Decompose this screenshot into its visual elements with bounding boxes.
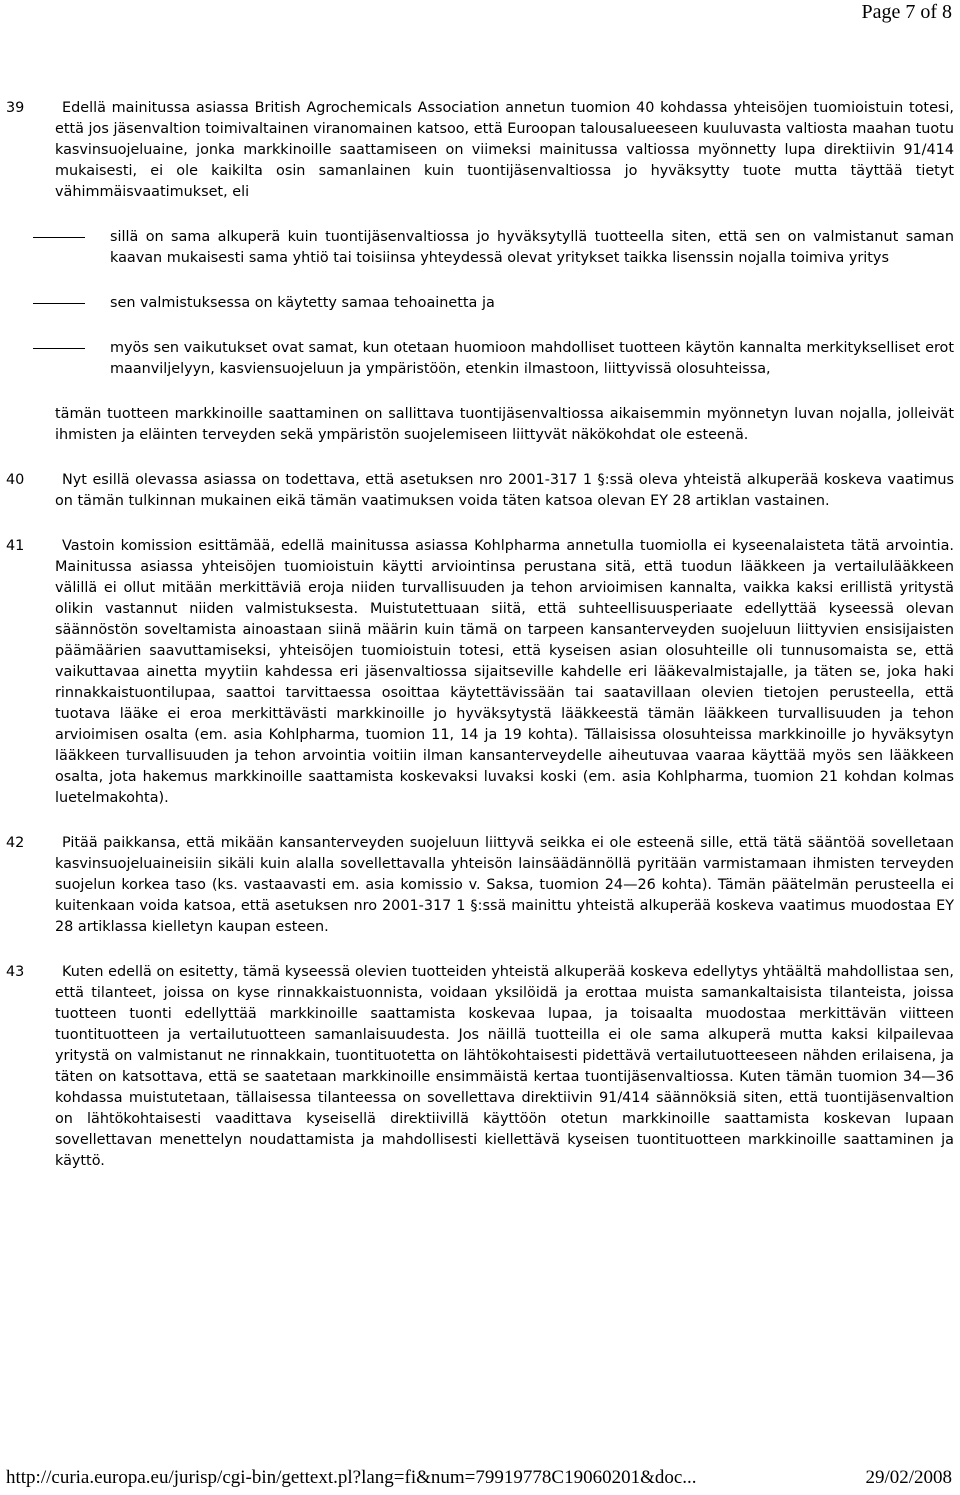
paragraph-text: Nyt esillä olevassa asiassa on todettava, että asetuksen nro 2001-317 1 §:ssä oleva yhteistä alkuperää koskeva vaatimus on tämän tulkinnan mukainen eikä tämän vaatimuksen voida täten katsoa olevan EY 28 artiklan vastainen.	[55, 472, 954, 509]
list-item	[6, 227, 954, 269]
dash-bullet	[33, 338, 85, 359]
paragraph-text: Vastoin komission esittämää, edellä mainitussa asiassa Kohlpharma annetulla tuomiolla ei kyseenalaisteta tätä arvointia. Mainitussa asiassa yhteisöjen tuomioistuin käytti arviointinsa perustana sitä, että tuodun lääkkeen ja vertailulääkkeen välillä ei ollut mitään merkittäviä eroja niiden turvallisuuden ja tehon arvioimisen kannalta, vaikka kaksi erillistä yritystä olikin vastannut niiden valmistuksesta. Muistutettuaan siitä, että suhteellisuusperiaate edellyttää kyseessä olevan säännöstön soveltamista ainoastaan siinä määrin kuin tämä on tarpeen kansanterveyden suojeluun liittyvien ensisijaisten päämäärien saavuttamiseksi, yhteisöjen tuomioistuin totesi, että kyseisen asian olosuhteille oli tunnusomaista se, että vaikuttavaa ainetta myytiin kahdessa eri jäsenvaltiossa sijaitseville kahdelle eri lääkevalmistajalle, ja täten se, joka haki rinnakkaistuontilupaa, saattoi tarvittaessa osoittaa käytettävissään tai saatavillaan olevien tietojen perusteella, että tuotava lääke ei eroa merkittävästi markkinoille jo hyväksytystä lääkkeestä tämän lääkkeen turvallisuuden ja tehon arvioimisen osalta (em. asia Kohlpharma, tuomion 11, 14 ja 19 kohta). Tällaisissa olosuhteissa markkinoille jo hyväksytyn lääkkeen turvallisuuden ja tehon arvointia voitiin ilman kansanterveydelle aiheutuvaa vaaraa käyttää myös sen lääkkeen osalta, jota hakemus markkinoille saattamista koskevaksi luvaksi koski (em. asia Kohlpharma, tuomion 21 kohdan kolmas luetelmakohta).	[55, 538, 954, 806]
source-url: http://curia.europa.eu/jurisp/cgi-bin/gettext.pl?lang=fi&num=79919778C19060201&doc...	[6, 1467, 697, 1488]
page-number-header: Page 7 of 8	[861, 1, 952, 23]
dash-bullet	[33, 293, 85, 314]
dash-bullet	[33, 227, 85, 248]
paragraph-text: Pitää paikkansa, että mikään kansanterveyden suojeluun liittyvä seikka ei ole esteenä sille, että tätä sääntöä sovelletaan kasvinsuojeluaineisiin sikäli kuin alalla sovellettavalla yhteisön lainsäädännöllä pyritään varmistamaan ihmisten terveyden suojelun korkea taso (ks. vastaavasti em. asia komissio v. Saksa, tuomion 24—26 kohta). Tämän päätelmän perusteella ei kuitenkaan voida katsoa, että asetuksen nro 2001-317 1 §:ssä mainittu yhteistä alkuperää koskeva vaatimus muodostaa EY 28 artiklassa kielletyn kaupan esteen.	[55, 835, 954, 935]
page-footer	[6, 1467, 952, 1489]
paragraph-39-conclusion: tämän tuotteen markkinoille saattaminen on sallittava tuontijäsenvaltiossa aikaisemmin myönnetyn luvan nojalla, jolleivät ihmisten ja eläinten terveyden sekä ympäristön suojelemiseen liittyvät näkökohdat ole esteenä.	[55, 406, 954, 443]
paragraph-43	[6, 962, 954, 1172]
paragraph-42	[6, 833, 954, 938]
list-item	[6, 338, 954, 380]
document-body	[6, 98, 954, 1196]
paragraph-text: Kuten edellä on esitetty, tämä kyseessä olevien tuotteiden yhteistä alkuperää koskeva edellytys yhtäältä mahdollistaa sen, että tilanteet, joissa on kyse rinnakkaistuonnista, voidaan yksilöidä ja erottaa muista samankaltaisista tilanteista, joissa tuotteen tuonti edellyttää markkinoille saattamista koskevaa lupaa, ja toisaalta muodostaa merkittävän viitteen tuontituotteen ja vertailutuotteen samanlaisuudesta. Jos näillä tuotteilla ei ole sama alkuperä mutta kaksi kilpailevaa yritystä on valmistanut ne rinnakkain, tuontituotetta on lähtökohtaisesti pidettävä vertailutuotteeseen nähden erilaisena, ja täten on katsottava, että se saatetaan markkinoille ensimmäistä kertaa tuontijäsenvaltiossa. Kuten tämän tuomion 34—36 kohdassa muistutetaan, tällaisessa tilanteessa on sovellettava direktiivin 91/414 säännöksiä siten, että tuontijäsenvaltion on lähtökohtaisesti vaadittava kyseisellä direktiivillä käyttöön otetun markkinoille saattamista koskevan lupaan sovellettavan menettelyn noudattamista ja mahdollisesti kiellettävä kyseisen tuontituotteen markkinoille saattaminen ja käyttö.	[55, 964, 954, 1169]
print-date: 29/02/2008	[865, 1467, 952, 1488]
paragraph-39	[6, 98, 954, 380]
indent-list	[6, 227, 954, 380]
list-item-text: myös sen vaikutukset ovat samat, kun otetaan huomioon mahdolliset tuotteen käytön kannalta merkitykselliset erot maanviljelyyn, kasviensuojeluun ja ympäristöön, etenkin ilmastoon, liittyvissä olosuhteissa,	[110, 340, 954, 377]
paragraph-number: 43	[6, 964, 25, 980]
paragraph-number: 42	[6, 835, 25, 851]
paragraph-number: 39	[6, 100, 25, 116]
list-item	[6, 293, 954, 314]
list-item-text: sillä on sama alkuperä kuin tuontijäsenvaltiossa jo hyväksytyllä tuotteella siten, että sen on valmistanut saman kaavan mukaisesti sama yhtiö tai toisiinsa yhteydessä olevat yritykset taikka lisenssin nojalla toimiva yritys	[110, 229, 954, 266]
paragraph-text: Edellä mainitussa asiassa British Agrochemicals Association annetun tuomion 40 kohdassa yhteisöjen tuomioistuin totesi, että jos jäsenvaltion toimivaltainen viranomainen katsoo, että Euroopan talousalueeseen kuuluvasta valtiosta maahan tuotu kasvinsuojeluaine, jonka markkinoille saattamiseen on viimeksi mainitussa valtiossa myönnetty lupa direktiivin 91/414 mukaisesti, ei ole kaikilta osin samanlainen kuin tuontijäsenvaltiossa jo hyväksytty tuote mutta täyttää tietyt vähimmäisvaatimukset, eli	[55, 100, 954, 200]
paragraph-number: 41	[6, 538, 25, 554]
paragraph-40	[6, 470, 954, 512]
paragraph-41	[6, 536, 954, 809]
paragraph-number: 40	[6, 472, 25, 488]
list-item-text: sen valmistuksessa on käytetty samaa tehoainetta ja	[110, 295, 495, 311]
